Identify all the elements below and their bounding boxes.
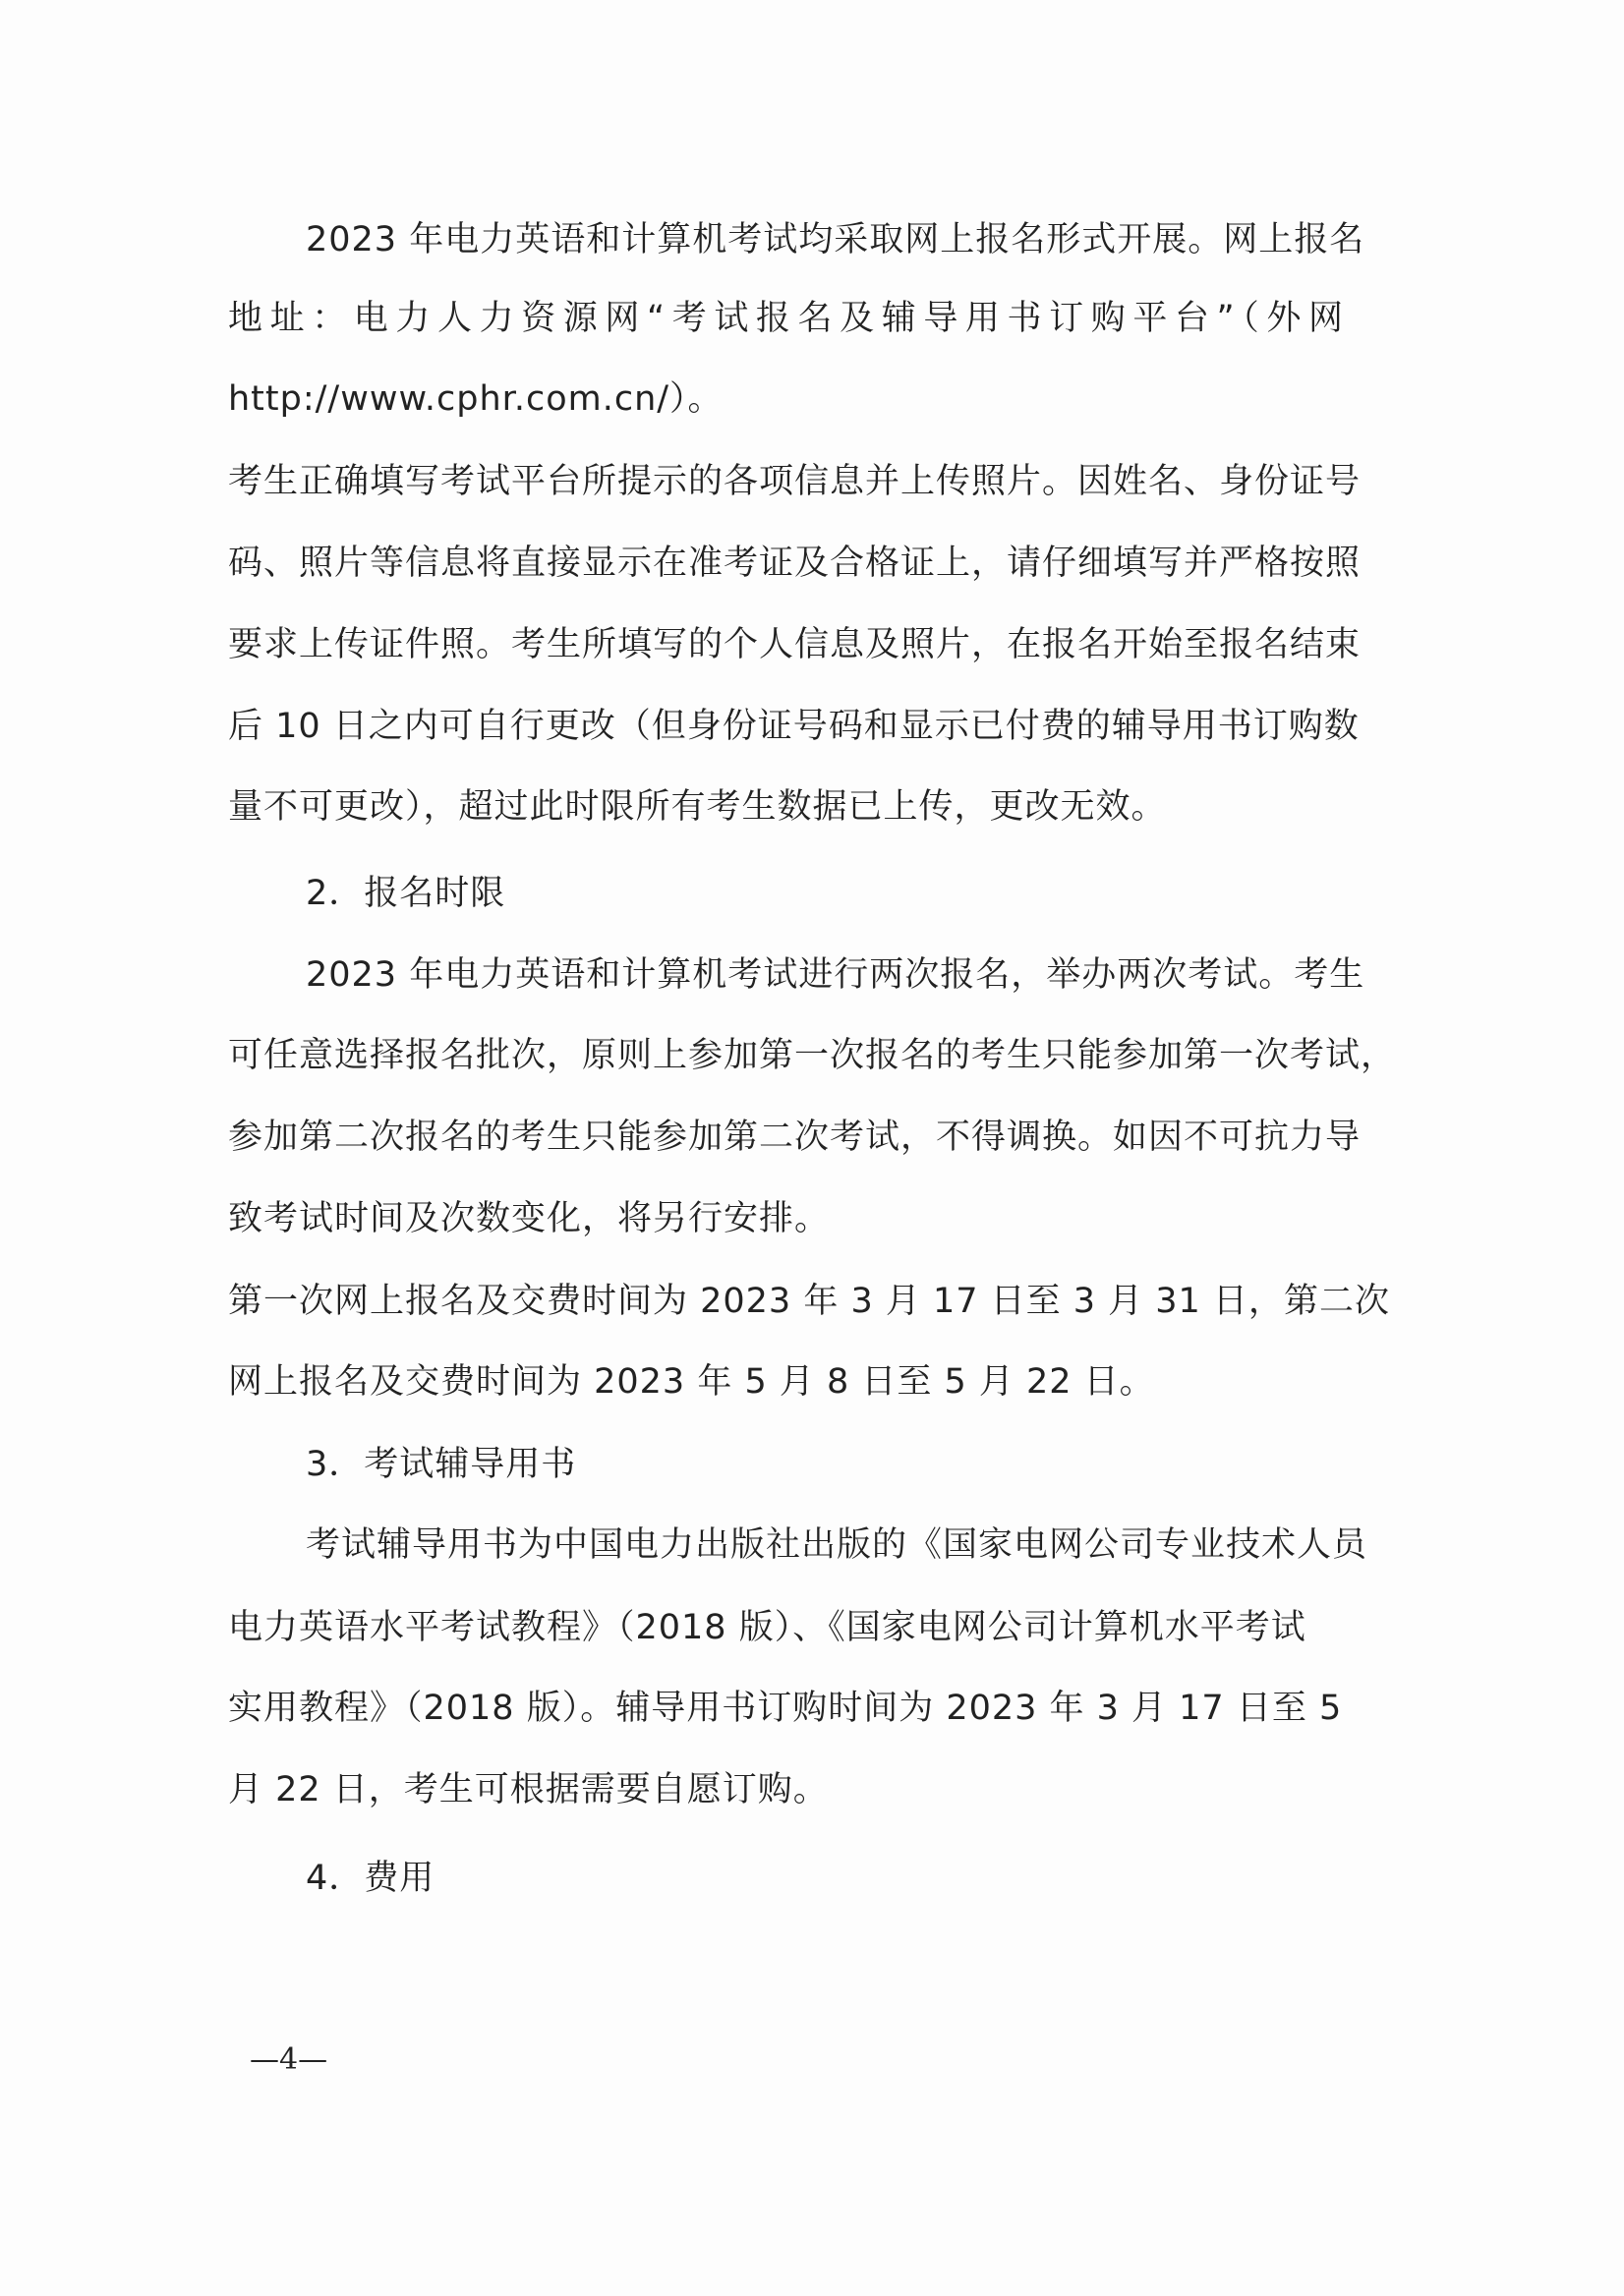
paragraph-line: 2023 年电力英语和计算机考试进行两次报名，举办两次考试。考生 [306, 955, 1365, 995]
paragraph-line: 码、照片等信息将直接显示在准考证及合格证上，请仔细填写并严格按照 [228, 544, 1362, 583]
paragraph-line: 参加第二次报名的考生只能参加第二次考试，不得调换。如因不可抗力导 [228, 1118, 1362, 1157]
paragraph-line: 后 10 日之内可自行更改（但身份证号码和显示已付费的辅导用书订购数 [228, 707, 1360, 746]
section-heading: 4．费用 [306, 1859, 435, 1898]
paragraph-line: 月 22 日，考生可根据需要自愿订购。 [228, 1770, 829, 1809]
page-number: —4— [250, 2042, 328, 2077]
paragraph-line: 考试辅导用书为中国电力出版社出版的《国家电网公司专业技术人员 [306, 1525, 1368, 1565]
paragraph-line: 考生正确填写考试平台所提示的各项信息并上传照片。因姓名、身份证号 [228, 462, 1362, 501]
paragraph-line: 地址：电力人力资源网“考试报名及辅导用书订购平台”（外网 [228, 299, 1351, 338]
paragraph-line: 第一次网上报名及交费时间为 2023 年 3 月 17 日至 3 月 31 日，第二次 [228, 1282, 1390, 1321]
section-heading: 2．报名时限 [306, 874, 506, 913]
paragraph-line: 致考试时间及次数变化，将另行安排。 [228, 1199, 831, 1238]
section-heading: 3．考试辅导用书 [306, 1445, 577, 1484]
paragraph-line: 量不可更改），超过此时限所有考生数据已上传，更改无效。 [228, 787, 1167, 827]
paragraph-line: http://www.cphr.com.cn/）。 [228, 379, 724, 419]
paragraph-line: 2023 年电力英语和计算机考试均采取网上报名形式开展。网上报名 [306, 220, 1365, 259]
paragraph-line: 要求上传证件照。考生所填写的个人信息及照片，在报名开始至报名结束 [228, 625, 1362, 664]
paragraph-line: 网上报名及交费时间为 2023 年 5 月 8 日至 5 月 22 日。 [228, 1362, 1155, 1402]
paragraph-line: 可任意选择报名批次，原则上参加第一次报名的考生只能参加第一次考试， [228, 1036, 1397, 1075]
paragraph-line: 实用教程》（2018 版）。辅导用书订购时间为 2023 年 3 月 17 日至 5 [228, 1689, 1343, 1728]
paragraph-line: 电力英语水平考试教程》（2018 版）、《国家电网公司计算机水平考试 [228, 1608, 1306, 1647]
